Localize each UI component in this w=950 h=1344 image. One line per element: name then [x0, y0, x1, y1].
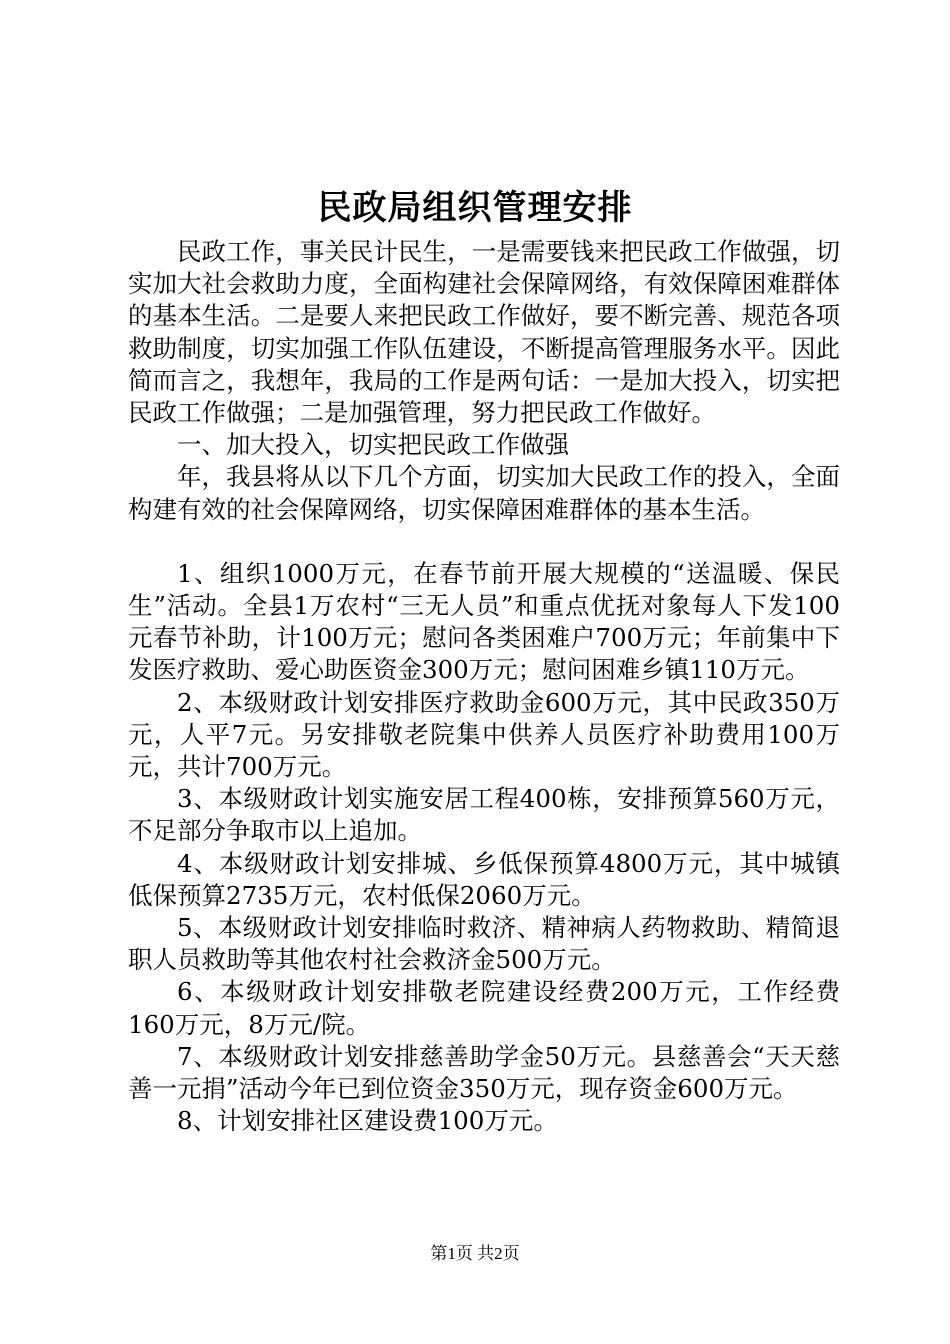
list-item: 2、本级财政计划安排医疗救助金600万元，其中民政350万元，人平7元。另安排敬老院集中供养人员医疗补助费用100万元，共计700万元。 — [128, 687, 840, 782]
list-item: 7、本级财政计划安排慈善助学金50万元。县慈善会“天天慈善一元捐”活动今年已到位资金350万元，现存资金600万元。 — [128, 1041, 840, 1104]
list-item: 1、组织1000万元，在春节前开展大规模的“送温暖、保民生”活动。全县1万农村“三无人员”和重点优抚对象每人下发100元春节补助，计100万元；慰问各类困难户700万元；年前集中下发医疗救助、爱心助医资金300万元；慰问困难乡镇110万元。 — [128, 558, 840, 685]
document-body — [128, 236, 840, 1137]
list-item: 6、本级财政计划安排敬老院建设经费200万元，工作经费160万元，8万元/院。 — [128, 977, 840, 1039]
list-item: 4、本级财政计划安排城、乡低保预算4800万元，其中城镇低保预算2735万元，农村低保2060万元。 — [128, 848, 840, 910]
list-item: 8、计划安排社区建设费100万元。 — [177, 1106, 558, 1136]
page-footer: 第1页 共2页 — [430, 1244, 520, 1263]
list-item: 5、本级财政计划安排临时救济、精神病人药物救助、精简退职人员救助等其他农村社会救济金500万元。 — [128, 913, 840, 975]
intro-paragraph: 民政工作，事关民计民生，一是需要钱来把民政工作做强，切实加大社会救助力度，全面构建社会保障网络，有效保障困难群体的基本生活。二是要人来把民政工作做好，要不断完善、规范各项救助制度，切实加强工作队伍建设，不断提高管理服务水平。因此简而言之，我想年，我局的工作是两句话：一是加大投入，切实把民政工作做强；二是加强管理，努力把民政工作做好。 — [128, 237, 840, 428]
section-heading: 一、加大投入，切实把民政工作做强 — [177, 430, 569, 460]
section-intro-paragraph: 年，我县将从以下几个方面，切实加大民政工作的投入，全面构建有效的社会保障网络，切实保障困难群体的基本生活。 — [128, 462, 840, 524]
list-item: 3、本级财政计划实施安居工程400栋，安排预算560万元，不足部分争取市以上追加。 — [128, 784, 840, 846]
paragraph-spacer — [128, 526, 840, 558]
document-title: 民政局组织管理安排 — [317, 188, 633, 228]
